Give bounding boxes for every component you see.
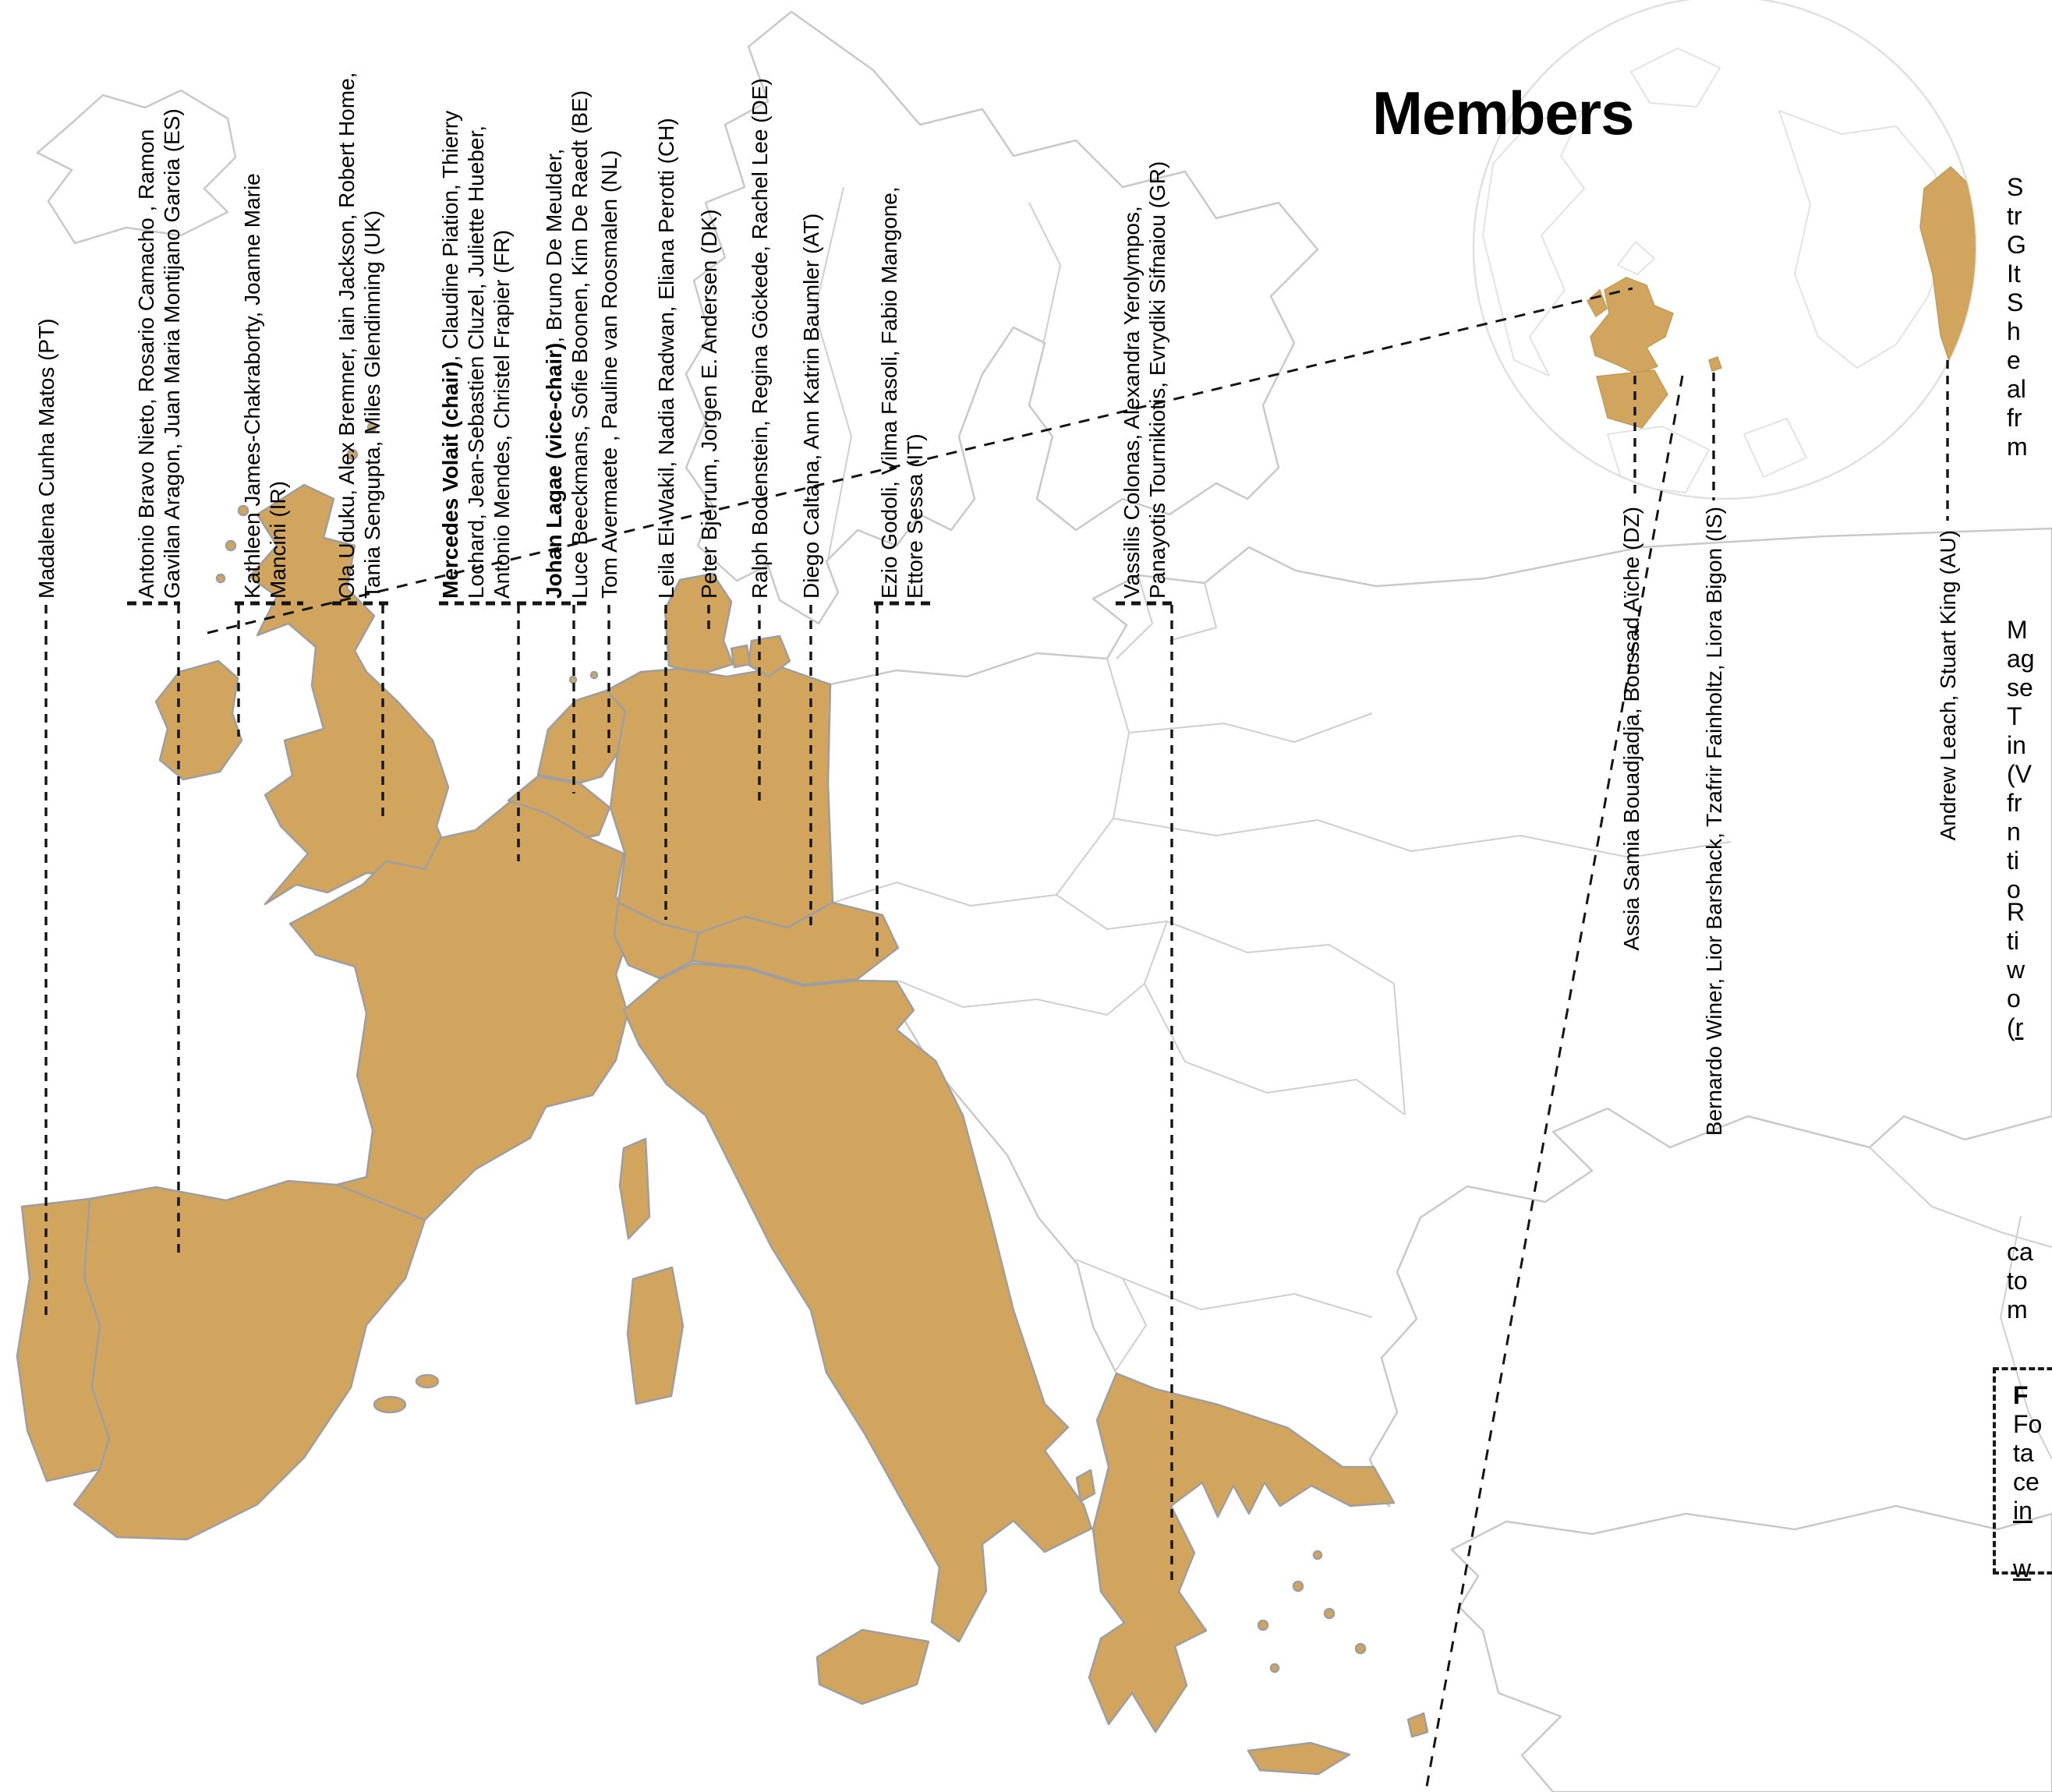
side-text-fragment: ca [2007, 1238, 2033, 1266]
map-island-crete [1248, 1743, 1350, 1774]
globe-outline [1474, 0, 1976, 499]
map-island-sardinia [628, 1267, 683, 1404]
member-label-line: Kathleen James-Chakraborty, Joanne Marie [240, 173, 264, 599]
map-country-netherlands [538, 691, 625, 783]
side-text-fragment: M [2007, 616, 2028, 644]
side-text-fragment: al [2007, 375, 2026, 403]
map-country-united-kingdom [249, 485, 448, 904]
map-island-rhodes [1408, 1713, 1428, 1737]
side-text-fragment: w [2007, 956, 2025, 984]
info-box-line: ce [2013, 1468, 2040, 1496]
member-label-line: Ralph Bodenstein, Regina Göckede, Rachel Lee (DE) [748, 78, 772, 599]
member-label-line: Peter Bjerrum, Jorgen E. Andersen (DK) [697, 209, 721, 599]
info-box-link-fragment[interactable]: in [2013, 1497, 2033, 1525]
side-text-fragment: It [2007, 260, 2021, 288]
map-island-aegean [1325, 1609, 1334, 1618]
member-label-line: Ola Uduku, Alex Bremner, Iain Jackson, Robert Home, [334, 72, 359, 599]
map-island-funen [731, 645, 750, 667]
map-country-denmark [665, 574, 733, 672]
side-text-fragment: R [2007, 898, 2025, 926]
member-label-line: Antonio Mendes, Christel Frapier (FR) [490, 229, 514, 599]
map-island-aegean [1356, 1644, 1365, 1653]
map-island-corsica [620, 1139, 649, 1239]
info-box-line: ta [2013, 1439, 2034, 1467]
member-label-line: Ezio Godoli, Vilma Fasoli, Fabio Mangone, [877, 186, 901, 599]
map-island-mallorca [374, 1397, 405, 1412]
map-island-hebrides [217, 574, 225, 582]
map-country-ireland [156, 661, 242, 779]
page-title: Members [1372, 79, 1634, 147]
map-region-scandinavia [686, 12, 1318, 624]
member-label-line: Luce Beeckmans, Sofie Boonen, Kim De Raedt (BE) [568, 90, 592, 599]
map-island-orkney [348, 450, 357, 459]
map-island-hebrides [226, 541, 235, 550]
side-text-link-fragment[interactable]: r [2015, 1013, 2024, 1041]
map-island-frisian [570, 677, 576, 683]
member-label-line: Tom Avermaete , Pauline van Roosmalen (NL) [597, 150, 621, 599]
side-text-fragment: S [2007, 288, 2024, 316]
member-label-line: Gavilan Aragon, Juan Maria Montijano Garcia (ES) [160, 108, 184, 599]
globe-inset [1474, 0, 1985, 499]
side-text-fragment: se [2007, 673, 2033, 702]
side-text-fragment: e [2007, 346, 2021, 374]
side-text-fragment: ti [2007, 847, 2019, 875]
side-text-fragment: (r [2007, 1013, 2024, 1041]
info-box-line: F [2013, 1381, 2029, 1409]
side-text-fragment: o [2007, 984, 2021, 1013]
map-island-aegean [1293, 1582, 1303, 1591]
map-island-menorca [416, 1375, 438, 1387]
map-island-shetland [368, 423, 376, 431]
member-label-line: Diego Caltana, Ann Katrin Baumler (AT) [799, 213, 823, 599]
map-island-aegean [1314, 1551, 1321, 1559]
map-island-corfu [1077, 1470, 1095, 1501]
map-island-hebrides [239, 506, 248, 515]
side-text-fragment: G [2007, 231, 2026, 259]
side-text-fragment: ti [2007, 927, 2019, 955]
member-label-line: Mercedes Volait (chair), Claudine Piation, Thierry [438, 110, 462, 599]
side-text-fragment: m [2007, 433, 2028, 461]
member-label-line: Andrew Leach, Stuart King (AU) [1936, 530, 1960, 841]
side-text-fragment: to [2007, 1267, 2028, 1295]
side-text-fragment: m [2007, 1295, 2028, 1324]
side-text-fragment: (V [2007, 760, 2032, 788]
map-country-turkey [1452, 1506, 2052, 1792]
member-label-line: Antonio Bravo Nieto, Rosario Camacho , Ramon [134, 129, 158, 599]
member-label-line: Lochard, Jean-Sebastien Cluzel, Juliette Hueber, [464, 125, 488, 599]
info-box-link-fragment[interactable]: w [2013, 1554, 2032, 1582]
member-label-line: Vassilis Colonas, Alexandra Yerolympos, [1120, 206, 1144, 599]
member-label-line: Johan Lagae (vice-chair), Bruno De Meulder, [542, 148, 566, 599]
side-text-fragment: tr [2007, 202, 2022, 230]
member-label-line: Mancini (IR) [266, 481, 290, 599]
side-text-fragment: ag [2007, 645, 2035, 673]
member-label-line: Leila El-Wakil, Nadia Radwan, Eliana Perotti (CH) [654, 118, 678, 599]
map-island-aegean [1258, 1621, 1268, 1630]
side-text-fragment: fr [2007, 404, 2022, 432]
map-country-iceland [37, 90, 235, 243]
side-text-fragment: o [2007, 875, 2021, 903]
map-country-spain [74, 1181, 425, 1539]
map-island-sicily [817, 1630, 929, 1704]
side-text-fragment: S [2007, 173, 2024, 201]
map-island-aegean [1271, 1664, 1279, 1672]
side-text-fragment: h [2007, 317, 2021, 345]
member-label-line: Panayotis Tournikiotis, Evrydiki Sifnaiou (GR) [1145, 161, 1169, 599]
member-label-line: Madalena Cunha Matos (PT) [34, 318, 58, 599]
member-label-line: Assia Samia Bouadjadja, Boussad Aïche (DZ) [1619, 507, 1643, 951]
map-island-frisian [591, 672, 597, 678]
side-text-fragment: in [2007, 731, 2026, 759]
member-label-line: Tania Sengupta, Miles Glendinning (UK) [360, 210, 384, 599]
info-box-line: Fo [2013, 1410, 2043, 1438]
member-label-line: Bernardo Winer, Lior Barshack, Tzafrir Fainholtz, Liora Bigon (IS) [1702, 507, 1726, 1136]
side-text-fragment: n [2007, 818, 2021, 846]
side-text-fragment: T [2007, 702, 2022, 730]
member-label-line: Ettore Sessa (IT) [903, 433, 927, 599]
map-country-germany [607, 667, 833, 934]
side-text-fragment: fr [2007, 789, 2022, 817]
